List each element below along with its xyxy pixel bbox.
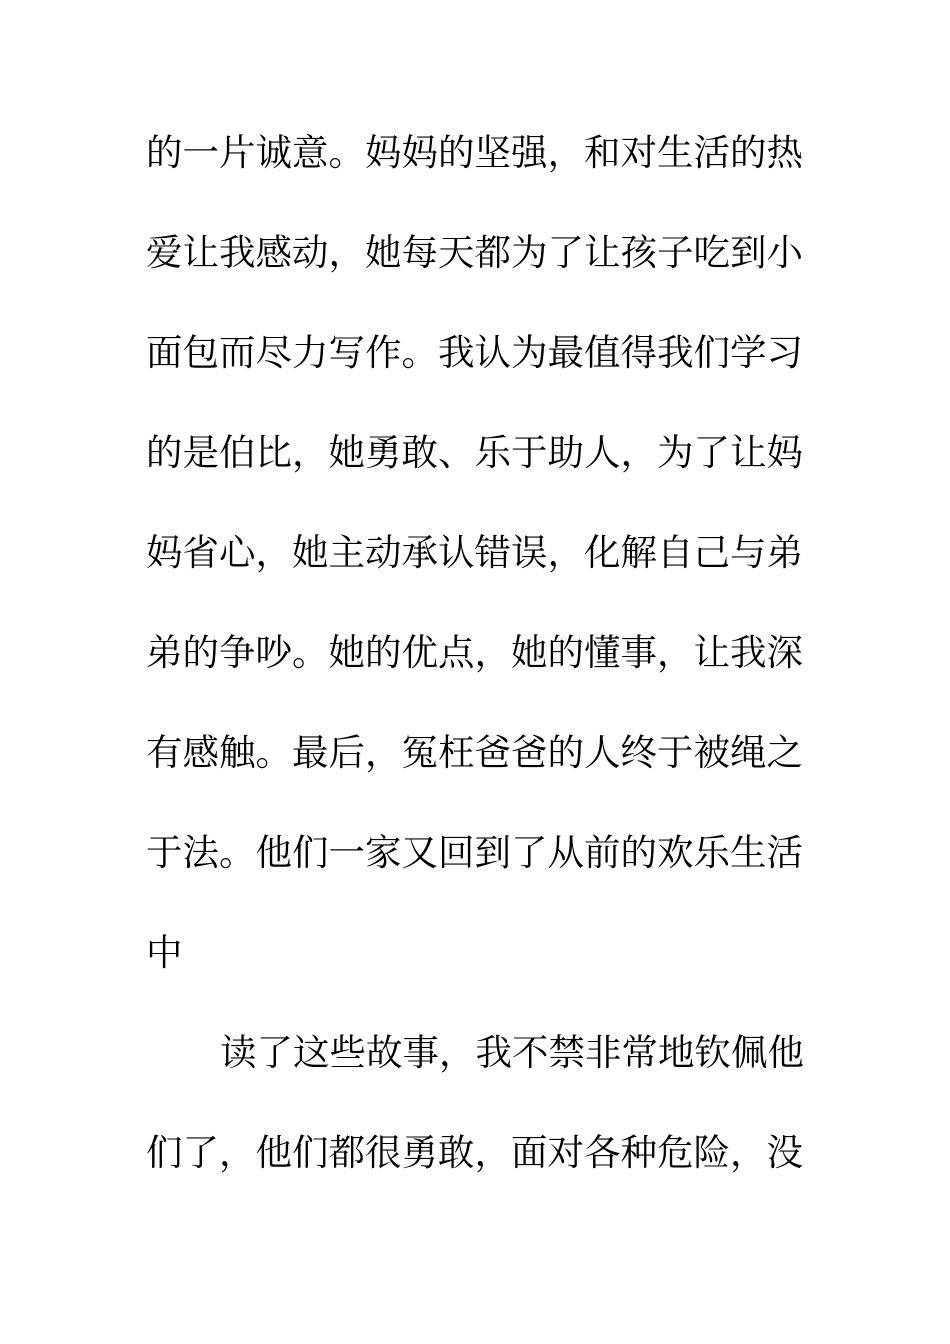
text-line: 妈省心，她主动承认错误，化解自己与弟 (146, 531, 803, 574)
paragraph-start-line: 读了这些故事，我不禁非常地钦佩他 (220, 1031, 804, 1074)
text-line: 有感触。最后，冤枉爸爸的人终于被绳之 (146, 731, 803, 774)
text-line: 们了，他们都很勇敢，面对各种危险，没 (146, 1131, 803, 1174)
text-line: 的一片诚意。妈妈的坚强，和对生活的热 (146, 131, 803, 174)
text-line: 于法。他们一家又回到了从前的欢乐生活 (146, 831, 803, 874)
text-line: 面包而尽力写作。我认为最值得我们学习 (146, 331, 803, 374)
text-line: 的是伯比，她勇敢、乐于助人，为了让妈 (146, 431, 803, 474)
text-line: 爱让我感动，她每天都为了让孩子吃到小 (146, 231, 803, 274)
text-line: 弟的争吵。她的优点，她的懂事，让我深 (146, 631, 803, 674)
text-line: 中 (146, 931, 183, 974)
